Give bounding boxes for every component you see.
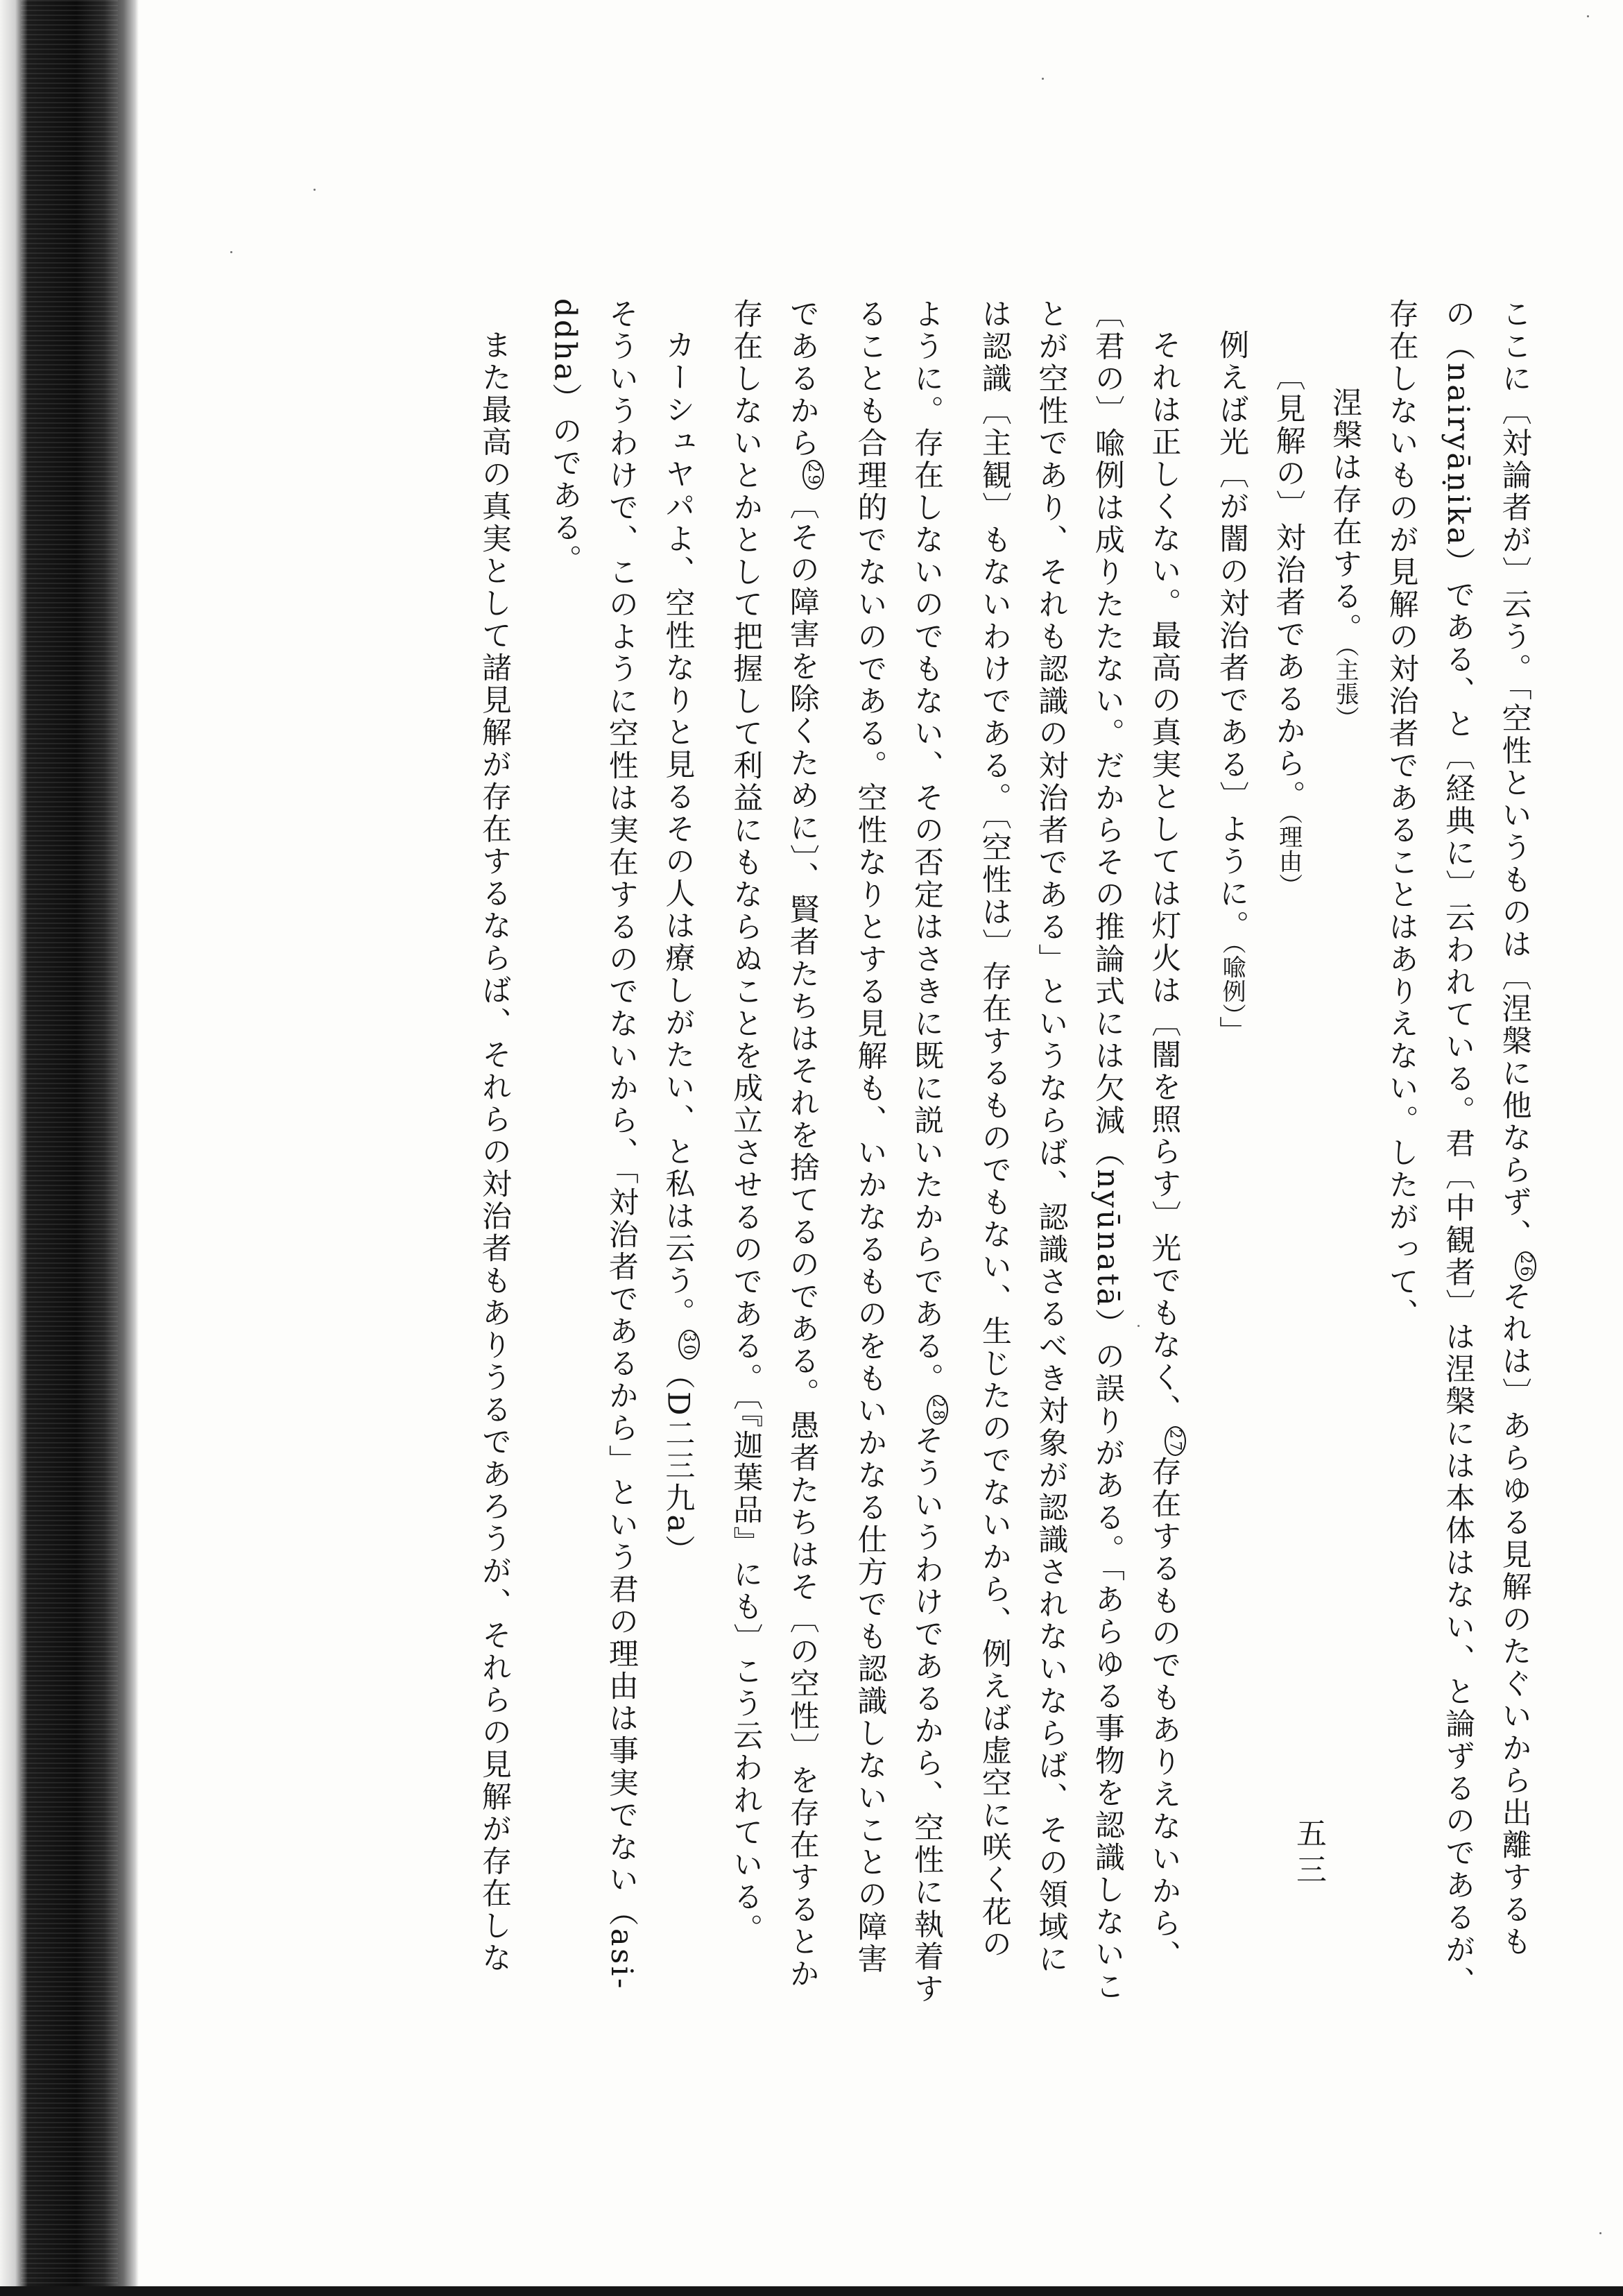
page-number: 五三 [1291,1817,1326,1890]
text-line-10: は認識〔主観〕もないわけである。〔空性は〕存在するものでもない、生じたのでないから、例えば虚空に咲く花の [977,298,1012,1961]
scan-speck [314,189,316,191]
scan-speck [1599,2232,1601,2234]
text-line-17: ddha）のである。 [547,298,583,577]
example-label: （喩例） [1218,942,1246,1016]
note-ref-29: 29 [802,460,824,490]
text-line-11: ように。存在しないのでもない、その否定はさきに既に説いたからである。$^{28}$そういうわけであるから、空性に執着す [898,298,966,2130]
vertical-text-block [291,298,1554,2130]
note-ref-26: 26 [1515,1251,1536,1281]
text-line-2: の（nairyāṇika）である、と〔経典に〕云われている。君〔中観者〕は涅槃には本体はない、と論ずるのであるが、 [1441,298,1476,1999]
text-line-13: であるから$^{29}$〔その障害を除くために〕、賢者たちはそれを捨てるのである。愚者たちはそ〔の空性〕を存在するとか [773,298,841,2130]
syllogism-reason: 〔見解の〕対治者であるから。（理由） [1271,361,1306,898]
book-binding-shadow [0,0,139,2296]
thesis-label: （主張） [1331,645,1359,730]
text-line-12: ることも合理的でないのである。空性なりとする見解も、いかなるものをもいかなる仕方でも認識しないことの障害 [852,298,888,1976]
sutra-quote: カーシュヤパよ、空性なりと見るその人は療しがたい、と私は云う。$^{30}$（D二三九a） [649,298,717,2130]
syllogism-example: 例えば光〔が闇の対治者である〕ように。（喩例）」 [1214,329,1250,1048]
scan-bottom-edge [0,2286,1623,2296]
note-ref-30: 30 [678,1330,700,1360]
text-line-8: 〔君の〕喩例は成りたたない。だからその推論式には欠減（nyūnatā）の誤りがある。「あらゆる事物を認識しないこ [1090,298,1125,2003]
scan-speck [230,251,232,253]
note-ref-28: 28 [927,1395,948,1425]
text-line-7: それは正しくない。最高の真実としては灯火は〔闇を照らす〕光でもなく、$^{27}$存在するものでもありえないから、 [1135,298,1203,2130]
text-line-14: 存在しないとかとして把握して利益にもならぬことを成立させるのである。〔『迦葉品』にも〕こう云われている。 [728,298,764,1946]
syllogism-thesis: 涅槃は存在する。（主張） [1328,387,1363,730]
text-line-1: ここに〔対論者が〕云う。「空性というものは〔涅槃に他ならず、$^{26}$それは〕あらゆる見解のたぐいから出離するも [1486,298,1554,2130]
note-ref-27: 27 [1165,1426,1186,1456]
text-line-3: 存在しないものが見解の対治者であることはありえない。したがって、 [1384,298,1419,1330]
paragraph-gap [522,298,536,2130]
scan-speck [1587,15,1589,17]
text-line-18: また最高の真実として諸見解が存在するならば、それらの対治者もありうるであろうが、それらの見解が存在しな [476,329,512,1975]
text-line-9: とが空性であり、それも認識の対治者である」というならば、認識さるべき対象が認識されないならば、その領域に [1033,298,1069,1976]
text-line-16: そういうわけで、このように空性は実在するのでないから、「対治者であるから」という君の理由は事実でない（asi- [603,298,639,1991]
reason-label: （理由） [1274,812,1303,898]
scan-speck [1042,78,1044,80]
